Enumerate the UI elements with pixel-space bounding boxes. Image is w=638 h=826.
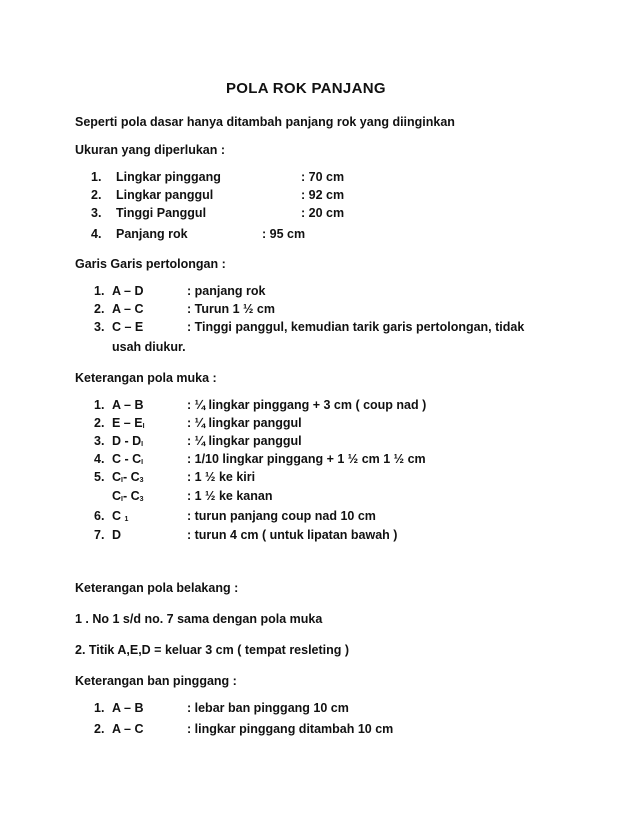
list-label: A – C bbox=[112, 302, 144, 316]
belakang-heading: Keterangan pola belakang : bbox=[75, 581, 239, 595]
intro-text: Seperti pola dasar hanya ditambah panjang rok yang diinginkan bbox=[75, 115, 455, 129]
list-value: : ¼ lingkar panggul bbox=[187, 416, 302, 430]
list-value: : 20 cm bbox=[301, 206, 345, 220]
list-value: : Tinggi panggul, kemudian tarik garis pertolongan, tidak bbox=[187, 320, 525, 334]
ban-heading: Keterangan ban pinggang : bbox=[75, 674, 237, 688]
list-label: D bbox=[112, 528, 122, 542]
list-num: 7. bbox=[94, 528, 105, 542]
list-value-continuation: usah diukur. bbox=[112, 340, 186, 354]
muka-heading: Keterangan pola muka : bbox=[75, 371, 217, 385]
list-label: C – E bbox=[112, 320, 144, 334]
list-num: 3. bbox=[94, 320, 105, 334]
list-value: : ¼ lingkar panggul bbox=[187, 434, 302, 448]
ukuran-heading: Ukuran yang diperlukan : bbox=[75, 143, 226, 157]
list-num: 2. bbox=[94, 722, 105, 736]
list-value: : 1/10 lingkar pinggang + 1 ½ cm 1 ½ cm bbox=[187, 452, 426, 466]
list-num: 4. bbox=[94, 452, 105, 466]
list-label: E – $E_I$ bbox=[112, 416, 145, 430]
page-title: POLA ROK PANJANG bbox=[226, 80, 386, 97]
list-value: : 95 cm bbox=[262, 227, 306, 241]
list-num: 3. bbox=[94, 434, 105, 448]
list-num: 1. bbox=[94, 284, 105, 298]
list-label: A – C bbox=[112, 722, 144, 736]
list-num: 5. bbox=[94, 470, 105, 484]
list-value: : 1 ½ ke kanan bbox=[187, 489, 273, 503]
list-value: : panjang rok bbox=[187, 284, 266, 298]
list-num: 3. bbox=[91, 206, 102, 220]
list-value: : 1 ½ ke kiri bbox=[187, 470, 256, 484]
list-label: Lingkar panggul bbox=[116, 188, 214, 202]
list-label: C $_1$ bbox=[112, 509, 129, 523]
list-num: 6. bbox=[94, 509, 105, 523]
list-value: : 92 cm bbox=[301, 188, 345, 202]
list-label: D - $D_I$ bbox=[112, 434, 144, 448]
belakang-line-1: 1 . No 1 s/d no. 7 sama dengan pola muka bbox=[75, 612, 323, 626]
list-num: 2. bbox=[94, 416, 105, 430]
garis-heading: Garis Garis pertolongan : bbox=[75, 257, 226, 271]
list-label: C - $C_I$ bbox=[112, 452, 144, 466]
list-label: A – B bbox=[112, 398, 144, 412]
list-num: 1. bbox=[94, 701, 105, 715]
list-value: : Turun 1 ½ cm bbox=[187, 302, 275, 316]
list-num: 1. bbox=[91, 170, 102, 184]
list-value: : lingkar pinggang ditambah 10 cm bbox=[187, 722, 394, 736]
list-label: A – B bbox=[112, 701, 144, 715]
list-label: Panjang rok bbox=[116, 227, 188, 241]
list-value: : ¼ lingkar pinggang + 3 cm ( coup nad ) bbox=[187, 398, 427, 412]
list-num: 2. bbox=[91, 188, 102, 202]
list-label: Tinggi Panggul bbox=[116, 206, 207, 220]
list-num: 4. bbox=[91, 227, 102, 241]
belakang-line-2: 2. Titik A,E,D = keluar 3 cm ( tempat resleting ) bbox=[75, 643, 350, 657]
list-label: Lingkar pinggang bbox=[116, 170, 221, 184]
list-label: $C_I-$ $C_3$ bbox=[112, 489, 144, 503]
list-value: : 70 cm bbox=[301, 170, 345, 184]
list-num: 1. bbox=[94, 398, 105, 412]
list-value: : lebar ban pinggang 10 cm bbox=[187, 701, 349, 715]
list-label: $C_I-$ $C_3$ bbox=[112, 470, 144, 484]
list-value: : turun panjang coup nad 10 cm bbox=[187, 509, 376, 523]
list-label: A – D bbox=[112, 284, 144, 298]
list-value: : turun 4 cm ( untuk lipatan bawah ) bbox=[187, 528, 398, 542]
list-num: 2. bbox=[94, 302, 105, 316]
